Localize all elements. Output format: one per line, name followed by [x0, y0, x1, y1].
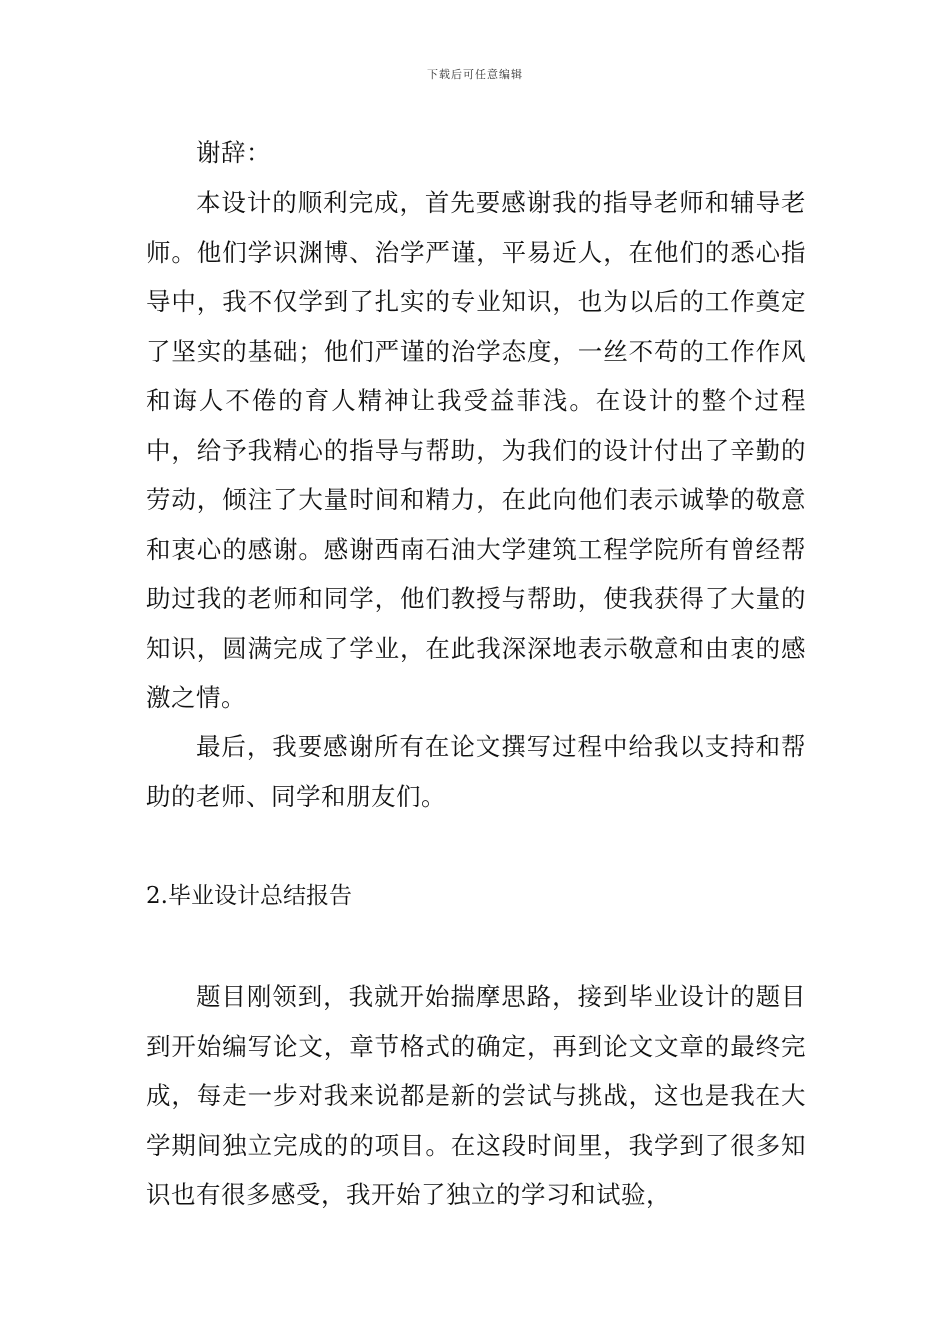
- section-heading: 2.毕业设计总结报告: [146, 883, 352, 909]
- summary-paragraph: 题目刚领到，我就开始揣摩思路，接到毕业设计的题目到开始编写论文，章节格式的确定，再到论文文章的最终完成，每走一步对我来说都是新的尝试与挑战，这也是我在大学期间独立完成的的项目。在这段时间里，我学到了很多知识也有很多感受，我开始了独立的学习和试验，: [146, 982, 806, 1209]
- acknowledgement-closing-paragraph: 最后，我要感谢所有在论文撰写过程中给我以支持和帮助的老师、同学和朋友们。: [146, 732, 806, 811]
- acknowledgement-heading: 谢辞：: [196, 138, 271, 167]
- header-note: 下载后可任意编辑: [427, 68, 523, 81]
- acknowledgement-paragraph: 本设计的顺利完成，首先要感谢我的指导老师和辅导老师。他们学识渊博、治学严谨，平易近人，在他们的悉心指导中，我不仅学到了扎实的专业知识，也为以后的工作奠定了坚实的基础；他们严谨的治学态度，一丝不苟的工作作风和诲人不倦的育人精神让我受益菲浅。在设计的整个过程中，给予我精心的指导与帮助，为我们的设计付出了辛勤的劳动，倾注了大量时间和精力，在此向他们表示诚挚的敬意和衷心的感谢。感谢西南石油大学建筑工程学院所有曾经帮助过我的老师和同学，他们教授与帮助，使我获得了大量的知识，圆满完成了学业，在此我深深地表示敬意和由衷的感激之情。: [146, 188, 806, 712]
